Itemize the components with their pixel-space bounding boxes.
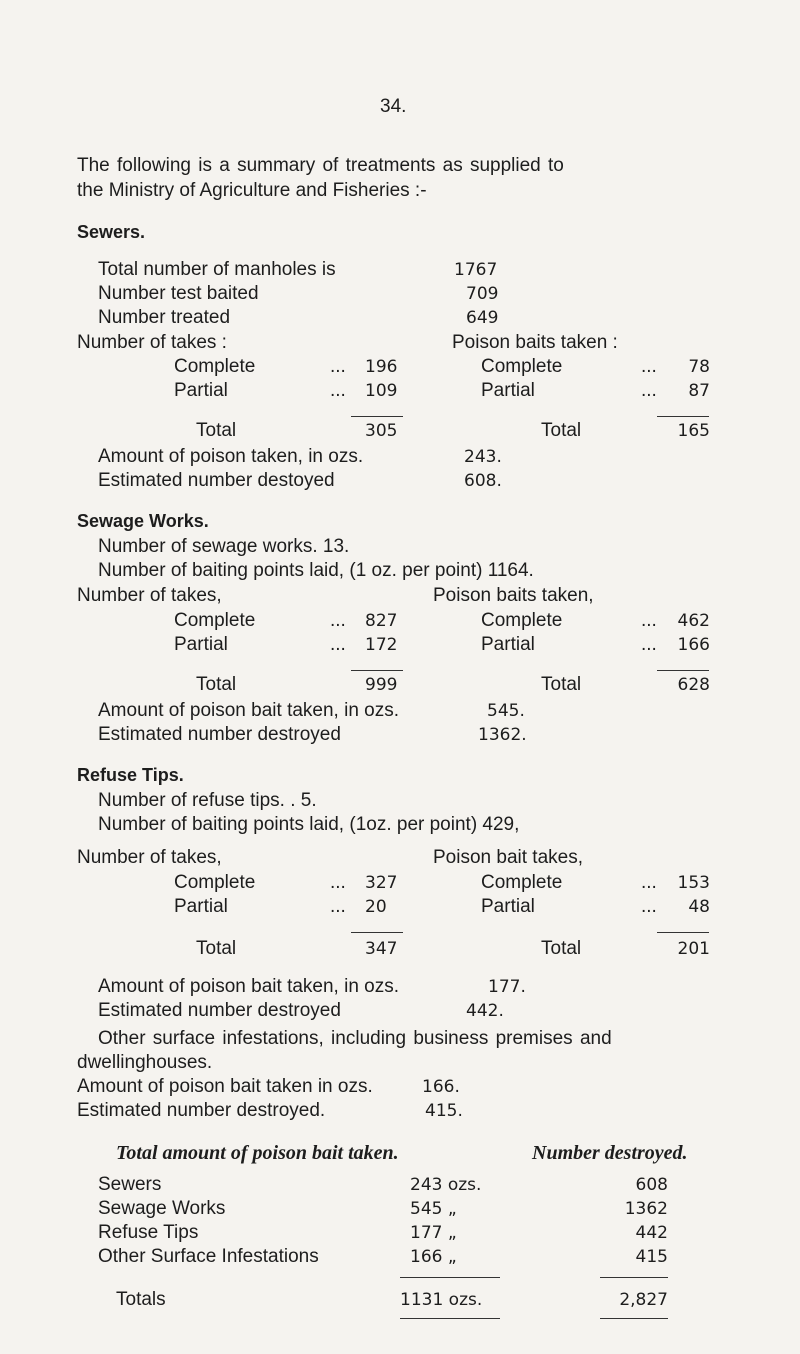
other-amount-label: Amount of poison bait taken in ozs. (77, 1076, 373, 1097)
summary-row-name: Refuse Tips (98, 1222, 199, 1243)
refuse-tips-takes-rule (351, 932, 403, 933)
refuse-tips-amount-value: 177. (488, 977, 526, 997)
refuse-tips-takes-partial-label: Partial (174, 896, 228, 917)
sewers-poison-partial-value: 87 (688, 381, 710, 401)
sewage-works-poison-complete-value: 462 (677, 611, 710, 631)
sewage-works-poison-label: Poison baits taken, (433, 585, 594, 606)
summary-row-destroyed: 1362 (624, 1199, 668, 1219)
intro-line-2: the Ministry of Agriculture and Fisheries :- (77, 180, 427, 201)
refuse-tips-takes-label: Number of takes, (77, 847, 222, 868)
refuse-tips-poison-complete-dots: ... (641, 872, 657, 893)
other-amount-value: 166. (422, 1077, 460, 1097)
other-estimated-value: 415. (425, 1101, 463, 1121)
summary-amount-rule-bottom (400, 1318, 500, 1319)
sewage-works-heading: Sewage Works. (77, 511, 209, 531)
refuse-tips-amount-label: Amount of poison bait taken, in ozs. (98, 976, 400, 997)
refuse-tips-estimated-value: 442. (466, 1001, 504, 1021)
summary-row-destroyed: 608 (635, 1175, 668, 1195)
sewage-works-takes-partial-value: 172 (365, 635, 398, 655)
sewage-works-takes-complete-value: 827 (365, 611, 398, 631)
refuse-tips-poison-total-value: 201 (677, 939, 710, 959)
sewers-test-baited-value: 709 (466, 284, 499, 304)
refuse-tips-poison-partial-label: Partial (481, 896, 535, 917)
sewers-estimated-label: Estimated number destoyed (98, 470, 335, 491)
refuse-tips-number-line: Number of refuse tips. . 5. (98, 790, 317, 811)
summary-destroyed-rule-top (600, 1277, 668, 1278)
summary-amount-rule-top (400, 1277, 500, 1278)
refuse-tips-takes-total-label: Total (196, 938, 237, 959)
sewers-treated-value: 649 (466, 308, 499, 328)
summary-row-name: Sewers (98, 1174, 162, 1195)
summary-header-destroyed: Number destroyed. (532, 1142, 688, 1164)
sewage-works-baiting-line: Number of baiting points laid, (1 oz. per point) 1164. (98, 560, 534, 581)
refuse-tips-takes-complete-label: Complete (174, 872, 256, 893)
sewers-poison-complete-dots: ... (641, 356, 657, 377)
sewage-works-poison-complete-label: Complete (481, 610, 563, 631)
sewers-takes-label: Number of takes : (77, 332, 227, 353)
refuse-tips-takes-partial-dots: ... (330, 896, 346, 917)
refuse-tips-baiting-line: Number of baiting points laid, (1oz. per point) 429, (98, 814, 520, 835)
sewers-poison-total-value: 165 (677, 421, 710, 441)
summary-row-destroyed: 415 (635, 1247, 668, 1267)
summary-row-amount: 177 „ (410, 1223, 457, 1243)
refuse-tips-poison-label: Poison bait takes, (433, 847, 583, 868)
sewage-works-estimated-label: Estimated number destroyed (98, 724, 341, 745)
sewage-works-takes-label: Number of takes, (77, 585, 222, 606)
refuse-tips-takes-complete-dots: ... (330, 872, 346, 893)
summary-header-amount: Total amount of poison bait taken. (116, 1142, 399, 1164)
sewage-works-poison-rule (657, 670, 709, 671)
sewage-works-estimated-value: 1362. (478, 725, 527, 745)
refuse-tips-poison-rule (657, 932, 709, 933)
other-estimated-label: Estimated number destroyed. (77, 1100, 326, 1121)
sewage-works-takes-total-value: 999 (365, 675, 398, 695)
other-infestations-line-1: Other surface infestations, including business premises and (98, 1028, 612, 1049)
sewers-amount-label: Amount of poison taken, in ozs. (98, 446, 364, 467)
sewage-works-amount-value: 545. (487, 701, 525, 721)
refuse-tips-poison-partial-value: 48 (688, 897, 710, 917)
summary-totals-label: Totals (116, 1289, 166, 1310)
sewage-works-poison-total-label: Total (541, 674, 582, 695)
intro-line-1: The following is a summary of treatments as supplied to (77, 155, 564, 176)
refuse-tips-poison-complete-value: 153 (677, 873, 710, 893)
refuse-tips-takes-total-value: 347 (365, 939, 398, 959)
summary-row-name: Other Surface Infestations (98, 1246, 319, 1267)
sewers-poison-complete-value: 78 (688, 357, 710, 377)
sewers-treated-label: Number treated (98, 307, 231, 328)
page-number: 34. (380, 96, 407, 117)
sewers-takes-complete-label: Complete (174, 356, 256, 377)
sewage-works-amount-label: Amount of poison bait taken, in ozs. (98, 700, 400, 721)
refuse-tips-takes-partial-value: 20 (365, 897, 387, 917)
sewers-amount-value: 243. (464, 447, 502, 467)
sewers-takes-complete-dots: ... (330, 356, 346, 377)
sewage-works-poison-partial-dots: ... (641, 634, 657, 655)
sewage-works-poison-partial-label: Partial (481, 634, 535, 655)
sewers-takes-rule (351, 416, 403, 417)
sewers-heading: Sewers. (77, 222, 146, 242)
sewers-takes-total-label: Total (196, 420, 237, 441)
sewage-works-takes-complete-label: Complete (174, 610, 256, 631)
sewers-poison-partial-label: Partial (481, 380, 535, 401)
sewage-works-takes-partial-dots: ... (330, 634, 346, 655)
sewage-works-takes-partial-label: Partial (174, 634, 228, 655)
other-infestations-line-2: dwellinghouses. (77, 1052, 213, 1073)
sewage-works-number-line: Number of sewage works. 13. (98, 536, 350, 557)
sewers-takes-complete-value: 196 (365, 357, 398, 377)
sewers-poison-label: Poison baits taken : (452, 332, 618, 353)
refuse-tips-poison-total-label: Total (541, 938, 582, 959)
summary-totals-amount: 1131 ozs. (400, 1290, 483, 1310)
sewers-manholes-value: 1767 (454, 260, 498, 280)
sewers-poison-total-label: Total (541, 420, 582, 441)
sewage-works-poison-total-value: 628 (677, 675, 710, 695)
summary-row-amount: 545 „ (410, 1199, 457, 1219)
refuse-tips-estimated-label: Estimated number destroyed (98, 1000, 341, 1021)
sewers-estimated-value: 608. (464, 471, 502, 491)
sewage-works-takes-total-label: Total (196, 674, 237, 695)
summary-totals-destroyed: 2,827 (619, 1290, 668, 1310)
sewers-takes-partial-value: 109 (365, 381, 398, 401)
sewers-takes-partial-label: Partial (174, 380, 228, 401)
refuse-tips-poison-partial-dots: ... (641, 896, 657, 917)
summary-row-amount: 166 „ (410, 1247, 457, 1267)
refuse-tips-takes-complete-value: 327 (365, 873, 398, 893)
sewers-poison-rule (657, 416, 709, 417)
sewage-works-takes-rule (351, 670, 403, 671)
sewers-test-baited-label: Number test baited (98, 283, 259, 304)
sewers-poison-partial-dots: ... (641, 380, 657, 401)
sewers-takes-total-value: 305 (365, 421, 398, 441)
summary-row-amount: 243 ozs. (410, 1175, 482, 1195)
sewers-takes-partial-dots: ... (330, 380, 346, 401)
summary-row-destroyed: 442 (635, 1223, 668, 1243)
refuse-tips-heading: Refuse Tips. (77, 765, 184, 785)
sewers-poison-complete-label: Complete (481, 356, 563, 377)
sewage-works-poison-partial-value: 166 (677, 635, 710, 655)
summary-row-name: Sewage Works (98, 1198, 226, 1219)
sewage-works-takes-complete-dots: ... (330, 610, 346, 631)
refuse-tips-poison-complete-label: Complete (481, 872, 563, 893)
sewage-works-poison-complete-dots: ... (641, 610, 657, 631)
sewers-manholes-label: Total number of manholes is (98, 259, 336, 280)
summary-destroyed-rule-bottom (600, 1318, 668, 1319)
